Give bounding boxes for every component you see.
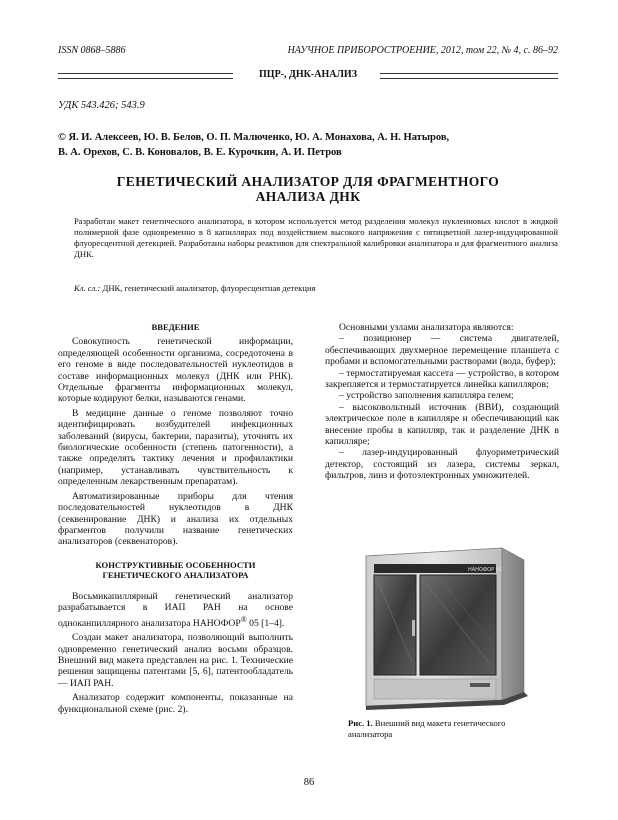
component-item: – высоковольтный источник (ВВИ), создающий электрическое поле в капилляре и обеспечивающий как внесение пробы в капилляр, так и разделение ДНК в капилляре; xyxy=(325,401,559,448)
component-item: – термостатируемая кассета — устройство, в котором закрепляется и термостатируется линейка капилляров; xyxy=(325,367,559,391)
section-rule-right xyxy=(380,73,558,79)
analyzer-illustration xyxy=(352,542,530,712)
figure-caption-label: Рис. 1. xyxy=(348,718,373,728)
authors-line-1: © Я. И. Алексеев, Ю. В. Белов, О. П. Малюченко, Ю. А. Монахова, А. Н. Натыров, xyxy=(58,132,450,143)
design-paragraph-1-b: 05 [1–4]. xyxy=(246,617,285,629)
components-intro: Основными узлами анализатора являются: xyxy=(339,322,514,333)
figure-caption xyxy=(348,718,548,739)
issn: ISSN 0868–5886 xyxy=(58,45,126,56)
figure-caption-text: Внешний вид макета генетического анализатора xyxy=(348,718,506,739)
component-item: – позиционер — система двигателей, обеспечивающих двухмерное перемещение планшета с пробами и вспомогательными растворами (вода, буфер); xyxy=(325,333,559,368)
intro-paragraph-1: Совокупность генетической информации, определяющей особенности организма, сосредоточена в его геноме в виде последовательностей нуклеотидов в составе информационных молекул (ДНК или РНК). Отдельные фрагменты информационных молекул, которые кодируют белки, называются генами. xyxy=(58,336,293,405)
journal-reference: НАУЧНОЕ ПРИБОРОСТРОЕНИЕ, 2012, том 22, № 4, с. 86–92 xyxy=(287,45,558,56)
intro-paragraph-3: Автоматизированные приборы для чтения последовательностей нуклеотидов в ДНК (секвенирование ДНК) и анализа их отдельных фрагментов получили название генетических анализаторов (секвенаторов). xyxy=(58,490,293,548)
article-title-line-2: АНАЛИЗА ДНК xyxy=(255,189,361,204)
design-heading-line-1: КОНСТРУКТИВНЫЕ ОСОБЕННОСТИ xyxy=(95,559,256,570)
component-item: – устройство заполнения капилляра гелем; xyxy=(339,390,514,402)
article-title xyxy=(58,174,558,204)
registered-mark: ® xyxy=(240,614,247,624)
left-column xyxy=(58,322,293,715)
article-title-line-1: ГЕНЕТИЧЕСКИЙ АНАЛИЗАТОР ДЛЯ ФРАГМЕНТНОГО xyxy=(116,174,500,189)
abstract: Разработан макет генетического анализатора, в котором используется метод разделения молекул нуклеиновых кислот в жидкой полимерной фазе одновременно в 8 капиллярах под воздействием высокого напряжения с пятицветной лазер-индуцированной флуоресцентной детекцией. Разработаны наборы реактивов для спектральной калибровки анализатора и для фрагментного анализа ДНК. xyxy=(74,216,558,259)
udk-code: УДК 543.426; 543.9 xyxy=(58,100,145,111)
section-label: ПЦР-, ДНК-АНАЛИЗ xyxy=(259,69,357,80)
keywords-text: ДНК, генетический анализатор, флуоресцентная детекция xyxy=(100,283,316,293)
component-item: – лазер-индуцированный флуориметрический детектор, состоящий из лазера, системы зеркал, фильтров, линз и фотоэлектронных умножителей. xyxy=(325,447,559,482)
device-label: НАНОФОР 08 xyxy=(468,567,503,573)
design-paragraph-2: Создан макет анализатора, позволяющий выполнить одновременно генетический анализ восьми образцов. Внешний вид макета представлен на рис. 1. Технические решения защищены патентами [5, 6], патентообладатель — ИАП РАН. xyxy=(58,632,293,689)
design-heading xyxy=(58,560,293,581)
intro-heading: ВВЕДЕНИЕ xyxy=(151,322,200,332)
keywords-label: Кл. сл.: xyxy=(74,283,101,293)
design-heading-line-2: ГЕНЕТИЧЕСКОГО АНАЛИЗАТОРА xyxy=(102,570,249,581)
right-column xyxy=(325,322,559,482)
section-bar xyxy=(58,70,558,82)
design-paragraph-1 xyxy=(58,591,293,629)
design-paragraph-1-a: Восьмикапиллярный генетический анализатор разрабатывается в ИАП РАН на основе одноканпиллярного анализатора НАНОФОР xyxy=(58,590,293,629)
intro-paragraph-2: В медицине данные о геноме позволяют точно идентифицировать возбудителей инфекционных заболеваний (вирусы, бактерии, паразиты), уточнять их биологические особенности (степень патогенности), а также определять тактику лечения и профилактики (например, устанавливать чувствительность к определенным лекарственным препаратам). xyxy=(58,407,293,488)
figure-analyzer-photo xyxy=(352,542,530,712)
authors xyxy=(58,130,563,160)
authors-line-2: В. А. Орехов, С. В. Коновалов, В. Е. Курочкин, А. И. Петров xyxy=(58,147,342,158)
design-paragraph-3: Анализатор содержит компоненты, показанные на функциональной схеме (рис. 2). xyxy=(58,692,293,715)
page-number: 86 xyxy=(303,777,315,788)
keywords xyxy=(74,283,558,293)
